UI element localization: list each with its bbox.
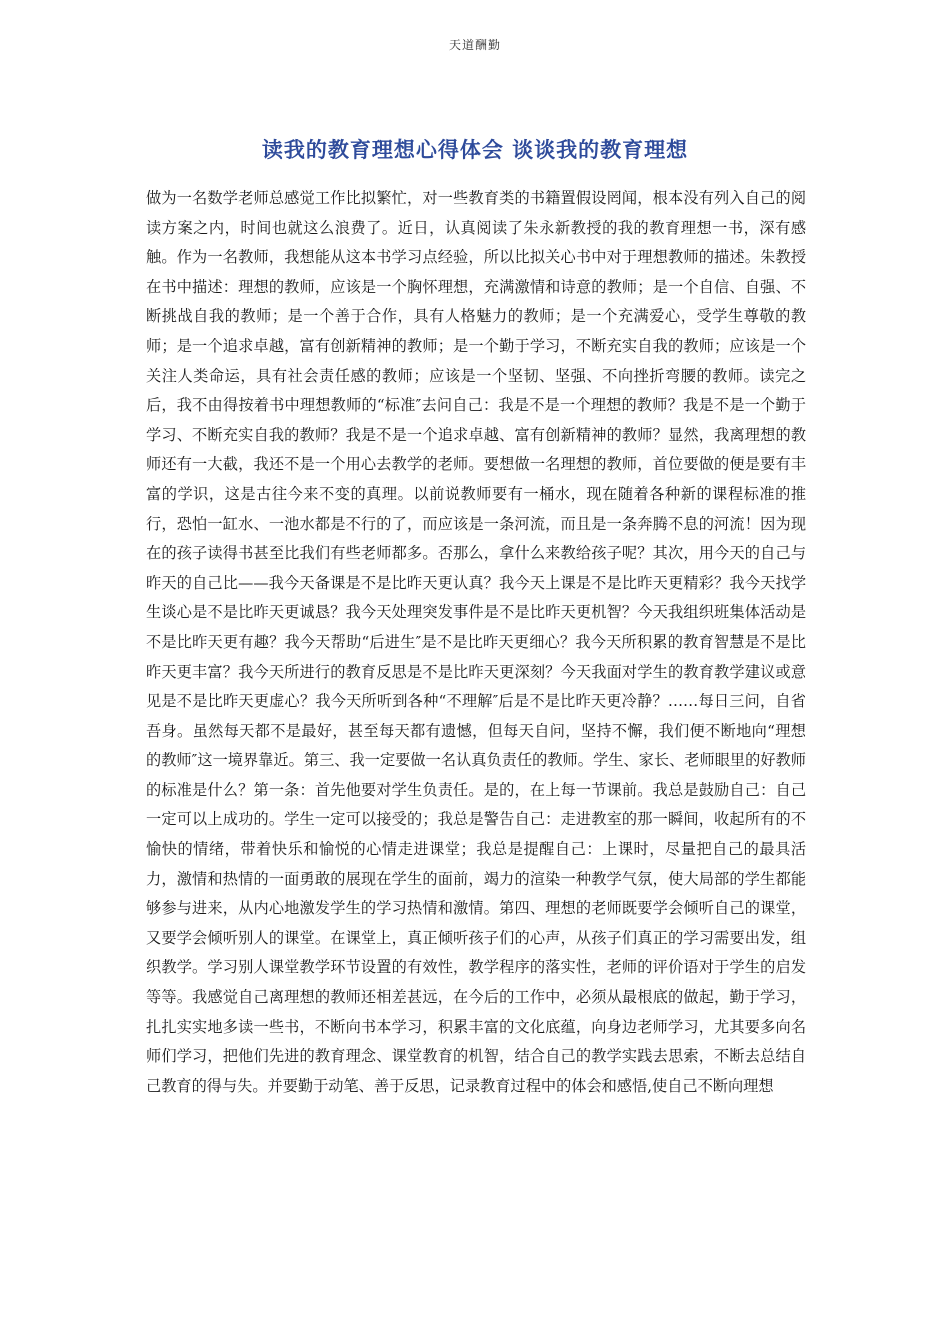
page-title: 读我的教育理想心得体会 谈谈我的教育理想 bbox=[261, 138, 689, 162]
body-paragraph: 做为一名数学老师总感觉工作比拟繁忙，对一些教育类的书籍置假设罔闻，根本没有列入自己的阅读方案之内，时间也就这么浪费了。近日，认真阅读了朱永新教授的我的教育理想一书，深有感触。作为一名教师，我想能从这本书学习点经验，所以比拟关心书中对于理想教师的描述。朱教授在书中描述：理想的教师，应该是一个胸怀理想，充满激情和诗意的教师；是一个自信、自强、不断挑战自我的教师；是一个善于合作，具有人格魅力的教师；是一个充满爱心，受学生尊敬的教师；是一个追求卓越，富有创新精神的教师；是一个勤于学习，不断充实自我的教师；应该是一个关注人类命运，具有社会责任感的教师；应该是一个坚韧、坚强、不向挫折弯腰的教师。读完之后，我不由得按着书中理想教师的“标准″去问自己：我是不是一个理想的教师？我是不是一个勤于学习、不断充实自我的教师？我是不是一个追求卓越、富有创新精神的教师？显然，我离理想的教师还有一大截，我还不是一个用心去教学的老师。要想做一名理想的教师，首位要做的便是要有丰富的学识，这是古往今来不变的真理。以前说教师要有一桶水，现在随着各种新的课程标准的推行，恐怕一缸水、一池水都是不行的了，而应该是一条河流，而且是一条奔腾不息的河流！因为现在的孩子读得书甚至比我们有些老师都多。否那么，拿什么来教给孩子呢？其次，用今天的自己与昨天的自己比——我今天备课是不是比昨天更认真？我今天上课是不是比昨天更精彩？我今天找学生谈心是不是比昨天更诚恳？我今天处理突发事件是不是比昨天更机智？今天我组织班集体活动是不是比昨天更有趣？我今天帮助“后进生″是不是比昨天更细心？我今天所积累的教育智慧是不是比昨天更丰富？我今天所进行的教育反思是不是比昨天更深刻？今天我面对学生的教育教学建议或意见是不是比昨天更虚心？我今天所听到各种“不理解″后是不是比昨天更冷静？……每日三问，自省吾身。虽然每天都不是最好，甚至每天都有遗憾，但每天自问，坚持不懈，我们便不断地向“理想的教师″这一境界靠近。第三、我一定要做一名认真负责任的教师。学生、家长、老师眼里的好教师的标准是什么？第一条：首先他要对学生负责任。是的，在上每一节课前。我总是鼓励自己：自己一定可以上成功的。学生一定可以接受的；我总是警告自己：走进教室的那一瞬间，收起所有的不愉快的情绪，带着快乐和愉悦的心情走进课堂；我总是提醒自己：上课时，尽量把自己的最具活力，激情和热情的一面勇敢的展现在学生的面前，竭力的渲染一种教学气氛，使大局部的学生都能够参与进来，从内心地激发学生的学习热情和激情。第四、理想的老师既要学会倾听自己的课堂，又要学会倾听别人的课堂。在课堂上，真正倾听孩子们的心声，从孩子们真正的学习需要出发，组织教学。学习别人课堂教学环节设置的有效性，教学程序的落实性，老师的评价语对于学生的启发等等。我感觉自己离理想的教师还相差甚远，在今后的工作中，必须从最根底的做起，勤于学习，扎扎实实地多读一些书，不断向书本学习，积累丰富的文化底蕴，向身边老师学习，尤其要多向名师们学习，把他们先进的教育理念、课堂教育的机智，结合自己的教学实践去思索，不断去总结自己教育的得与失。并要勤于动笔、善于反思，记录教育过程中的体会和感悟,使自己不断向理想 bbox=[146, 189, 806, 1095]
header-tag: 天道酬勤 bbox=[448, 38, 501, 52]
